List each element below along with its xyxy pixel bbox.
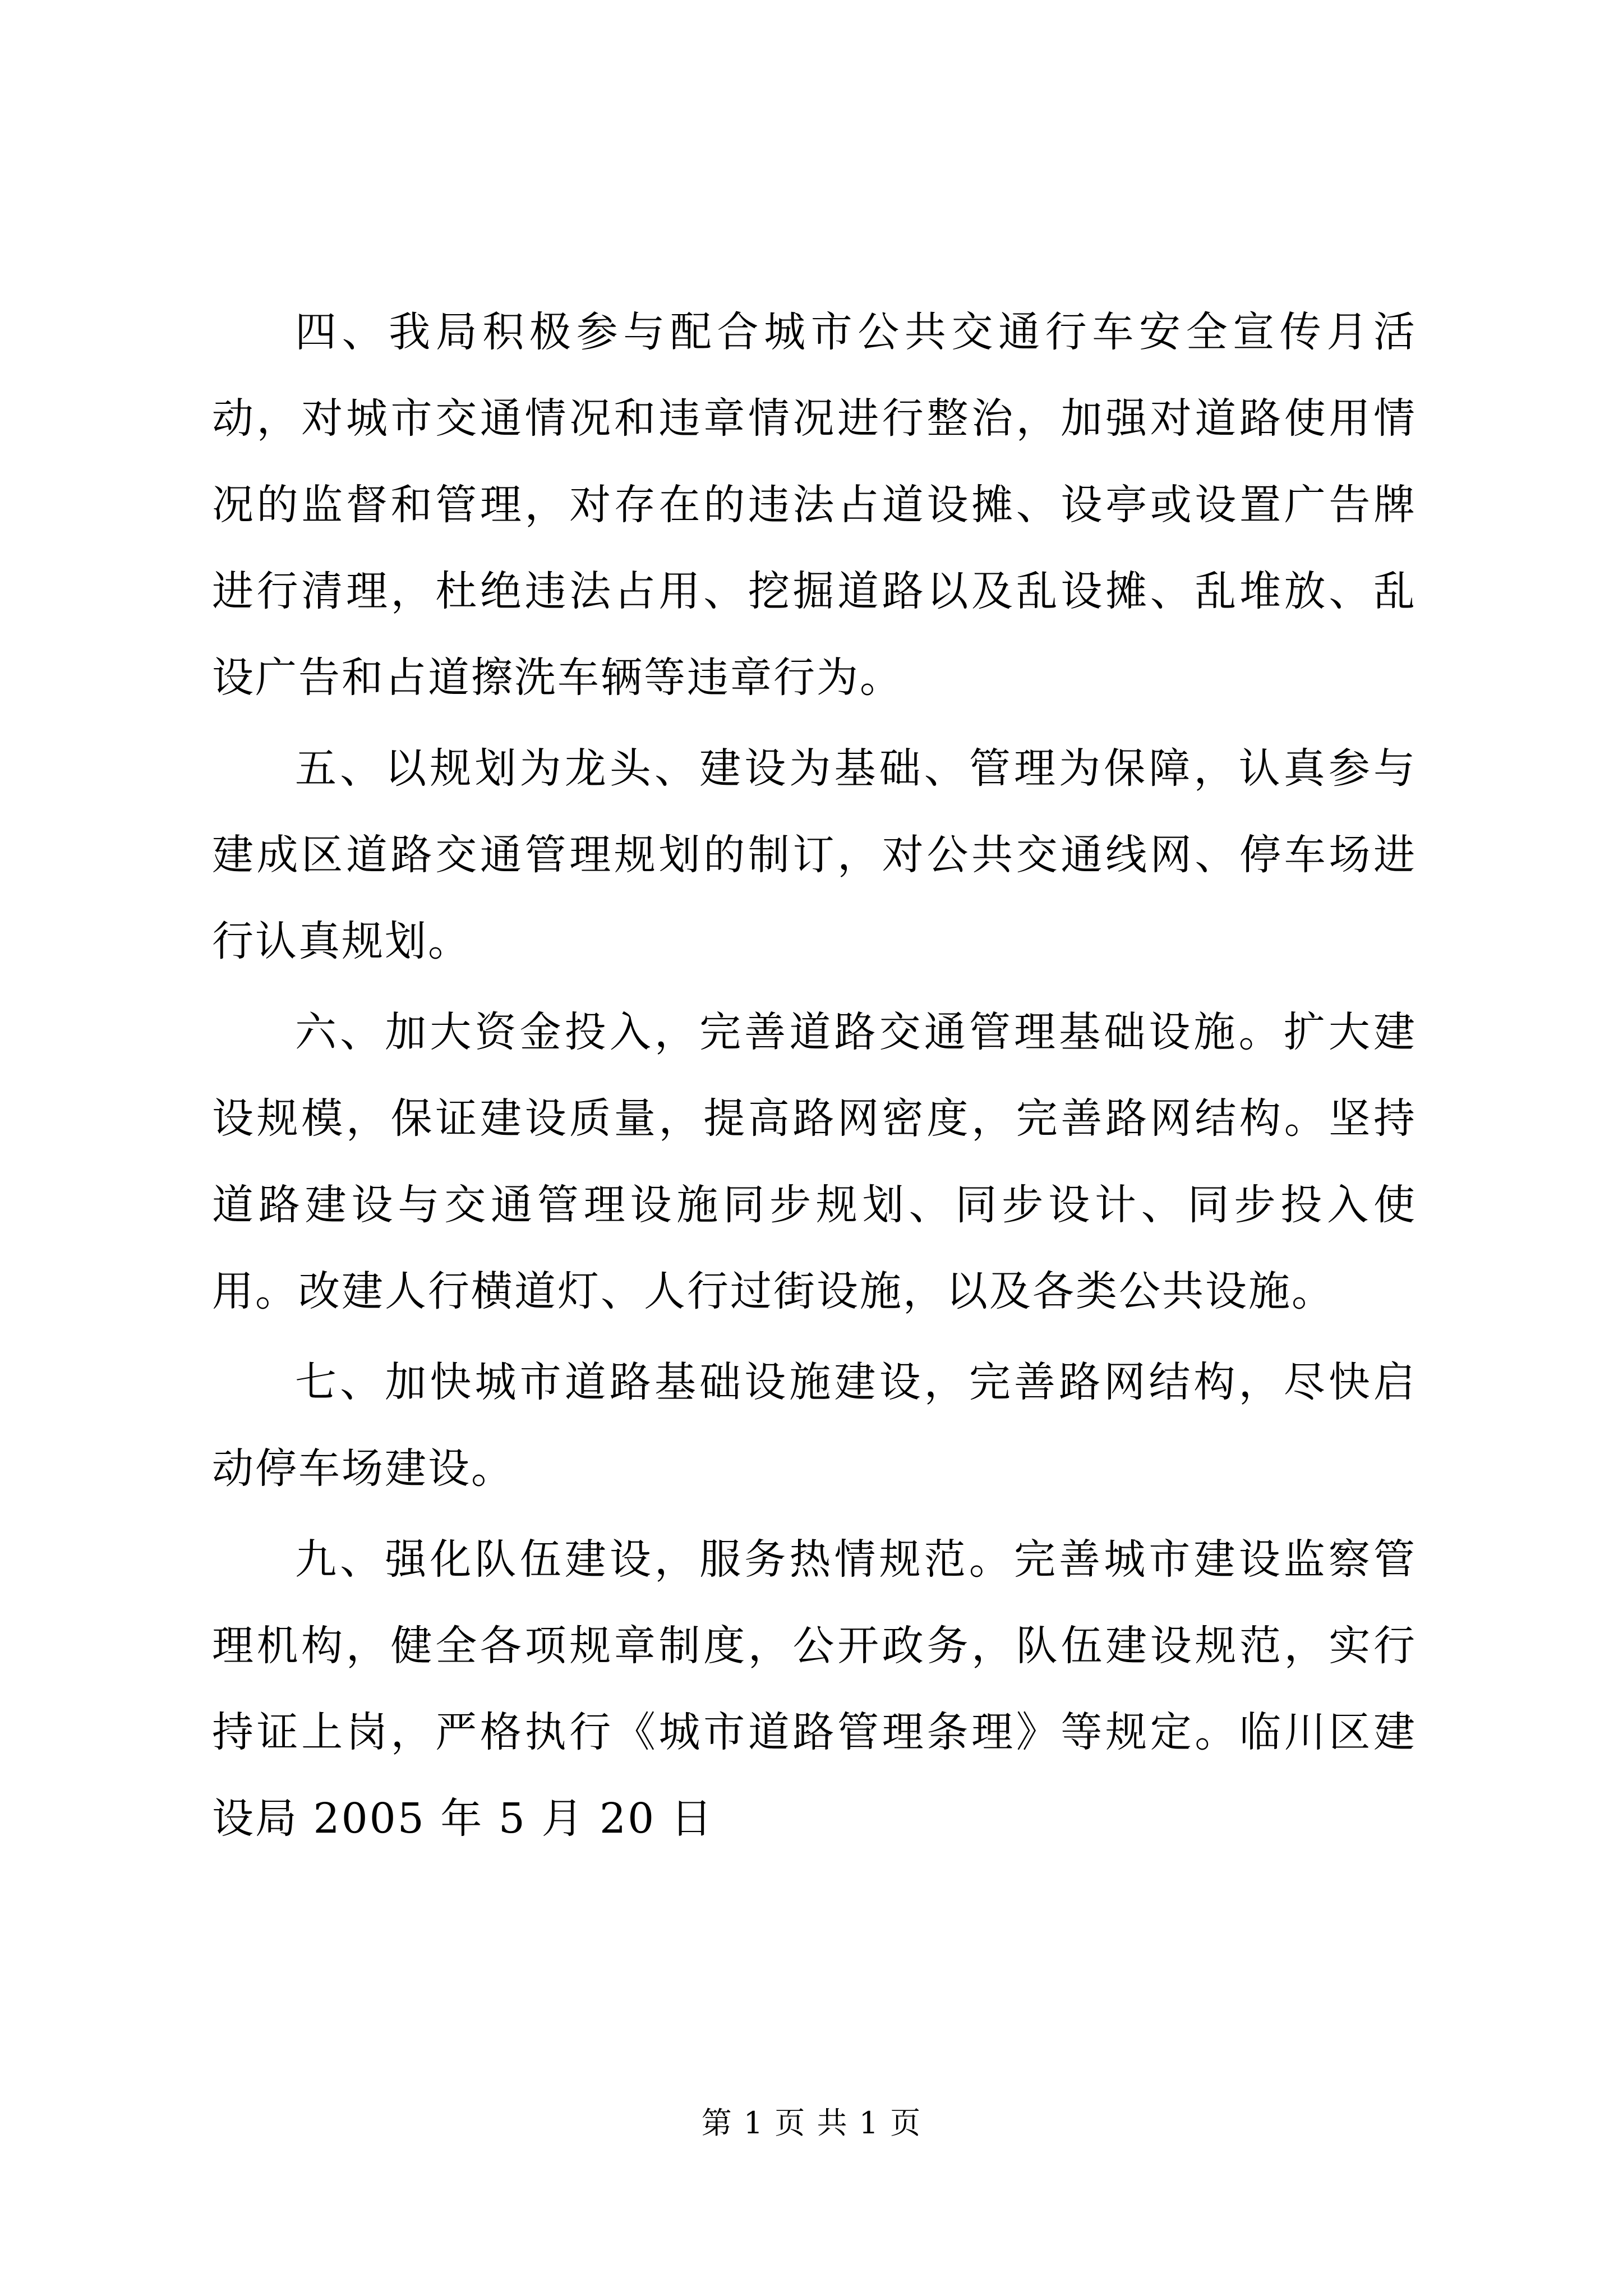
paragraph-9-with-signature: 九、强化队伍建设，服务热情规范。完善城市建设监察管理机构，健全各项规章制度，公开政务，队伍建设规范，实行持证上岗，严格执行《城市道路管理条理》等规定。临川区建设局 2005 年 5 月 20 日 <box>212 1535 1417 1843</box>
paragraph-5: 五、以规划为龙头、建设为基础、管理为保障，认真参与建成区道路交通管理规划的制订，对公共交通线网、停车场进行认真规划。 <box>212 744 1417 965</box>
page-number-footer: 第 1 页 共 1 页 <box>701 2105 922 2141</box>
paragraph-7: 七、加快城市道路基础设施建设，完善路网结构，尽快启动停车场建设。 <box>212 1358 1417 1493</box>
paragraph-6: 六、加大资金投入，完善道路交通管理基础设施。扩大建设规模，保证建设质量，提高路网密度，完善路网结构。坚持道路建设与交通管理设施同步规划、同步设计、同步投入使用。改建人行横道灯、人行过街设施，以及各类公共设施。 <box>212 1008 1417 1315</box>
paragraph-4: 四、我局积极参与配合城市公共交通行车安全宣传月活动，对城市交通情况和违章情况进行整治，加强对道路使用情况的监督和管理，对存在的违法占道设摊、设亭或设置广告牌进行清理，杜绝违法占用、挖掘道路以及乱设摊、乱堆放、乱设广告和占道擦洗车辆等违章行为。 <box>212 308 1417 702</box>
document-body <box>212 289 1417 1866</box>
